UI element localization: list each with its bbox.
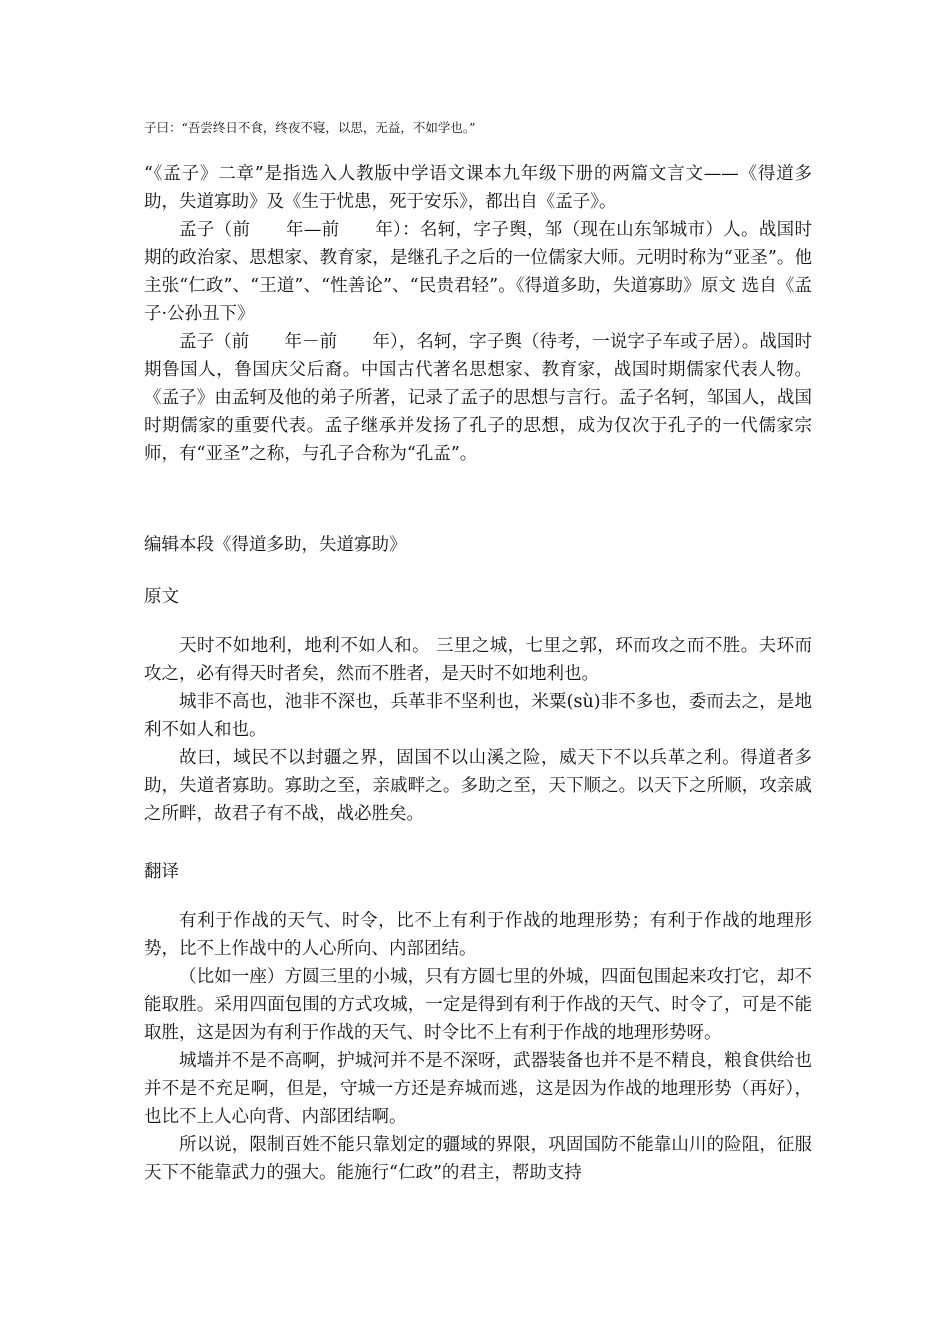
intro-paragraph: 孟子（前 年－前 年），名轲，字子舆（待考，一说字子车或子居）。战国时期鲁国人，鲁国庆父后裔。中国古代著名思想家、教育家，战国时期儒家代表人物。《孟子》由孟轲及他的弟子所著，记录了孟子的思想与言行。孟子名轲，邹国人，战国时期儒家的重要代表。孟子继承并发扬了孔子的思想，成为仅次于孔子的一代儒家宗师，有“亚圣”之称，与孔子合称为“孔孟”。	[144, 332, 812, 464]
translation-paragraph: 所以说，限制百姓不能只靠划定的疆域的界限，巩固国防不能靠山川的险阻，征服天下不能靠武力的强大。能施行“仁政”的君主，帮助支持	[144, 1135, 812, 1183]
original-text-heading: 原文	[144, 587, 179, 607]
translation-heading: 翻译	[144, 862, 179, 882]
original-text-section	[144, 632, 812, 828]
intro-section	[144, 160, 812, 468]
translation-paragraph: （比如一座）方圆三里的小城，只有方圆七里的外城，四面包围起来攻打它，却不能取胜。采用四面包围的方式攻城，一定是得到有利于作战的天气、时令了，可是不能取胜，这是因为有利于作战的天气、时令比不上有利于作战的地理形势呀。	[144, 967, 812, 1043]
original-paragraph: 城非不高也，池非不深也，兵革非不坚利也，米粟(sù)非不多也，委而去之，是地利不如人和也。	[144, 692, 812, 740]
intro-paragraph: 孟子（前 年—前 年）：名轲，字子舆，邹（现在山东邹城市）人。战国时期的政治家、思想家、教育家，是继孔子之后的一位儒家大师。元明时称为“亚圣”。他主张“仁政”、“王道”、“性善论”、“民贵君轻”。《得道多助，失道寡助》原文 选自《孟子·公孙丑下》	[144, 220, 812, 324]
edit-section-heading: 编辑本段《得道多助，失道寡助》	[144, 535, 407, 555]
original-paragraph: 故曰，域民不以封疆之界，固国不以山溪之险，威天下不以兵革之利。得道者多助，失道者寡助。寡助之至，亲戚畔之。多助之至，天下顺之。以天下之所顺，攻亲戚之所畔，故君子有不战，战必胜矣。	[144, 748, 812, 824]
translation-paragraph: 城墙并不是不高啊，护城河并不是不深呀，武器装备也并不是不精良，粮食供给也并不是不充足啊，但是，守城一方还是弃城而逃，这是因为作战的地理形势（再好），也比不上人心向背、内部团结啊。	[144, 1051, 812, 1127]
original-paragraph: 天时不如地利，地利不如人和。 三里之城，七里之郭，环而攻之而不胜。夫环而攻之，必有得天时者矣，然而不胜者，是天时不如地利也。	[144, 636, 812, 684]
translation-paragraph: 有利于作战的天气、时令，比不上有利于作战的地理形势；有利于作战的地理形势，比不上作战中的人心所向、内部团结。	[144, 911, 812, 959]
intro-paragraph: “《孟子》二章”是指选入人教版中学语文课本九年级下册的两篇文言文——《得道多助，失道寡助》及《生于忧患，死于安乐》，都出自《孟子》。	[144, 164, 812, 212]
confucius-quote: 子曰：“吾尝终日不食，终夜不寝，以思，无益，不如学也。”	[144, 120, 476, 135]
translation-section	[144, 907, 812, 1187]
